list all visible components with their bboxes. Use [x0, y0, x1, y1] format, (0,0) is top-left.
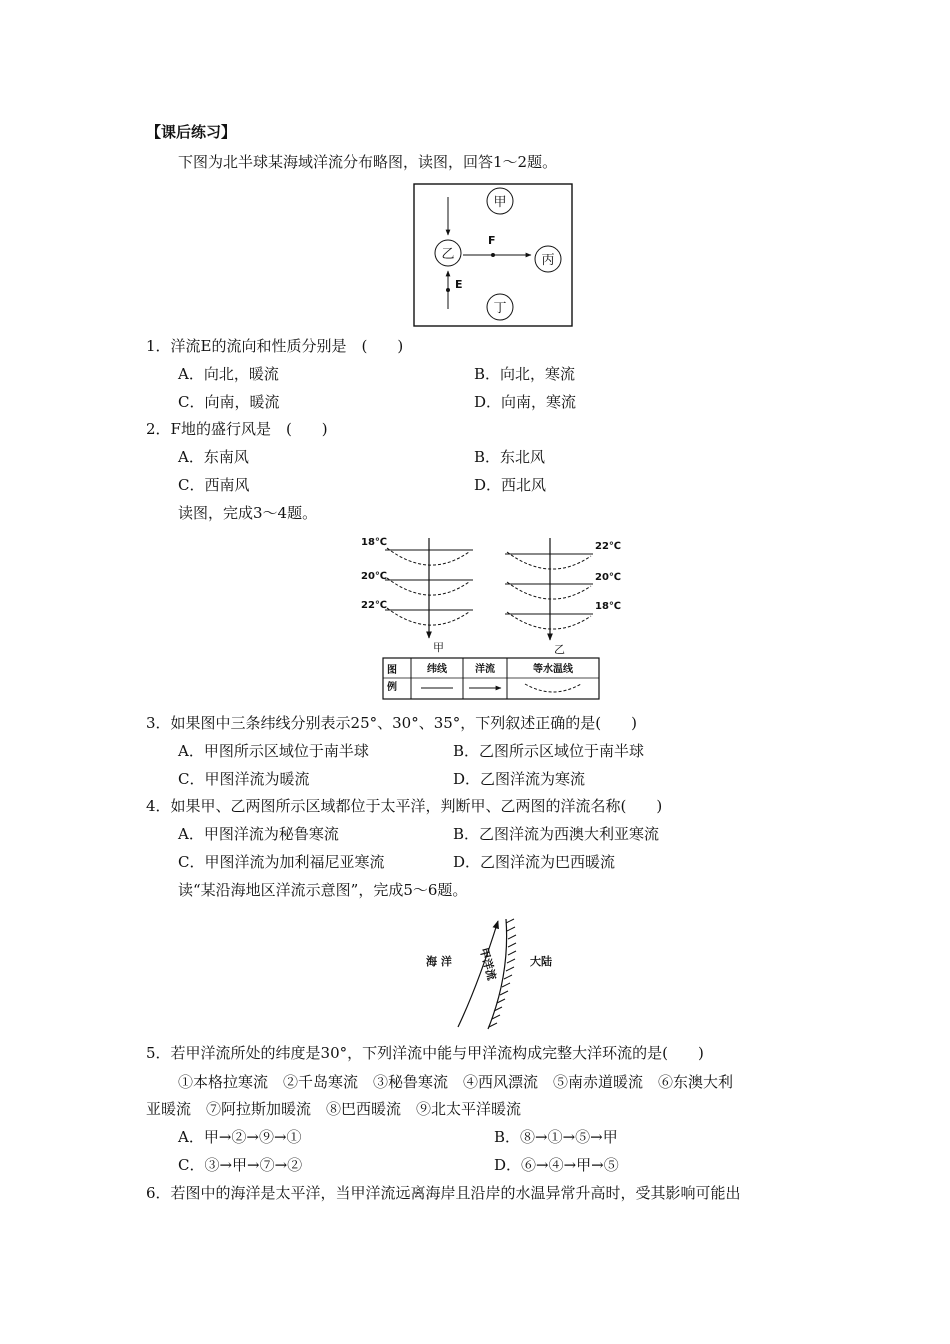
q5-option-a: A．甲→②→⑨→①	[178, 1128, 302, 1146]
left-temp-2: 20℃	[361, 571, 388, 582]
q1-option-c: C．向南，暖流	[178, 393, 280, 411]
label-F: F	[488, 234, 496, 247]
figure-isotherms	[355, 530, 622, 702]
q3-option-b: B．乙图所示区域位于南半球	[453, 742, 645, 760]
label-ocean: 海 洋	[426, 955, 452, 968]
right-temp-1: 22℃	[595, 541, 622, 552]
right-temp-2: 20℃	[595, 572, 622, 583]
q5-option-c: C．③→甲→⑦→②	[178, 1156, 303, 1174]
q2-option-c: C．西南风	[178, 476, 250, 494]
label-E: E	[455, 278, 463, 291]
left-temp-1: 18℃	[361, 537, 388, 548]
q2-stem: 2．F地的盛行风是 ( )	[146, 420, 328, 438]
q3-option-a: A．甲图所示区域位于南半球	[178, 742, 369, 760]
q4-option-b: B．乙图洋流为西澳大利亚寒流	[453, 825, 660, 843]
q5-option-b: B．⑧→①→⑤→甲	[494, 1128, 618, 1146]
label-current: 甲洋流	[477, 946, 499, 982]
q6-stem: 6．若图中的海洋是太平洋，当甲洋流远离海岸且沿岸的水温异常升高时，受其影响可能出	[146, 1184, 741, 1202]
q2-option-b: B．东北风	[474, 448, 546, 466]
left-panel-name: 甲	[433, 641, 444, 654]
label-ding: 丁	[493, 301, 507, 316]
q5-current-list-1: ①本格拉寒流 ②千岛寒流 ③秘鲁寒流 ④西风漂流 ⑤南赤道暖流 ⑥东澳大利	[178, 1073, 734, 1091]
right-temp-3: 18℃	[595, 601, 622, 612]
q3-option-c: C．甲图洋流为暖流	[178, 770, 310, 788]
left-temp-3: 22℃	[361, 600, 388, 611]
q5-option-d: D．⑥→④→甲→⑤	[494, 1156, 619, 1174]
q1-option-d: D．向南，寒流	[474, 393, 577, 411]
figure-ocean-currents-1	[413, 183, 573, 327]
q1-option-b: B．向北，寒流	[474, 365, 576, 383]
intro-q5-6: 读“某沿海地区洋流示意图”，完成5～6题。	[178, 881, 468, 899]
legend-title-part: 例	[387, 682, 397, 693]
label-bing: 丙	[541, 253, 555, 268]
legend-current: 洋流	[475, 664, 495, 675]
legend-latitude: 纬线	[427, 664, 447, 675]
intro-q3-4: 读图，完成3～4题。	[178, 504, 318, 522]
q2-option-d: D．西北风	[474, 476, 547, 494]
q3-option-d: D．乙图洋流为寒流	[453, 770, 586, 788]
section-title: 【课后练习】	[146, 123, 237, 141]
q2-option-a: A．东南风	[178, 448, 249, 466]
label-jia: 甲	[493, 195, 507, 210]
legend-isotherm: 等水温线	[533, 664, 573, 675]
label-yi: 乙	[441, 247, 455, 262]
q4-option-c: C．甲图洋流为加利福尼亚寒流	[178, 853, 385, 871]
q4-option-a: A．甲图洋流为秘鲁寒流	[178, 825, 339, 843]
q4-option-d: D．乙图洋流为巴西暖流	[453, 853, 616, 871]
q3-stem: 3．如果图中三条纬线分别表示25°、30°、35°，下列叙述正确的是( )	[146, 714, 638, 732]
intro-q1-2: 下图为北半球某海域洋流分布略图，读图，回答1～2题。	[178, 153, 558, 171]
figure-coastal-current	[418, 915, 568, 1033]
q1-stem: 1．洋流E的流向和性质分别是 ( )	[146, 337, 404, 355]
legend-title-part: 图	[387, 665, 397, 676]
q4-stem: 4．如果甲、乙两图所示区域都位于太平洋，判断甲、乙两图的洋流名称( )	[146, 797, 663, 815]
label-land: 大陆	[530, 955, 552, 968]
q5-current-list-2: 亚暖流 ⑦阿拉斯加暖流 ⑧巴西暖流 ⑨北太平洋暖流	[146, 1100, 522, 1118]
right-panel-name: 乙	[554, 643, 565, 656]
q5-stem: 5．若甲洋流所处的纬度是30°，下列洋流中能与甲洋流构成完整大洋环流的是( )	[146, 1044, 704, 1062]
q1-option-a: A．向北，暖流	[178, 365, 279, 383]
